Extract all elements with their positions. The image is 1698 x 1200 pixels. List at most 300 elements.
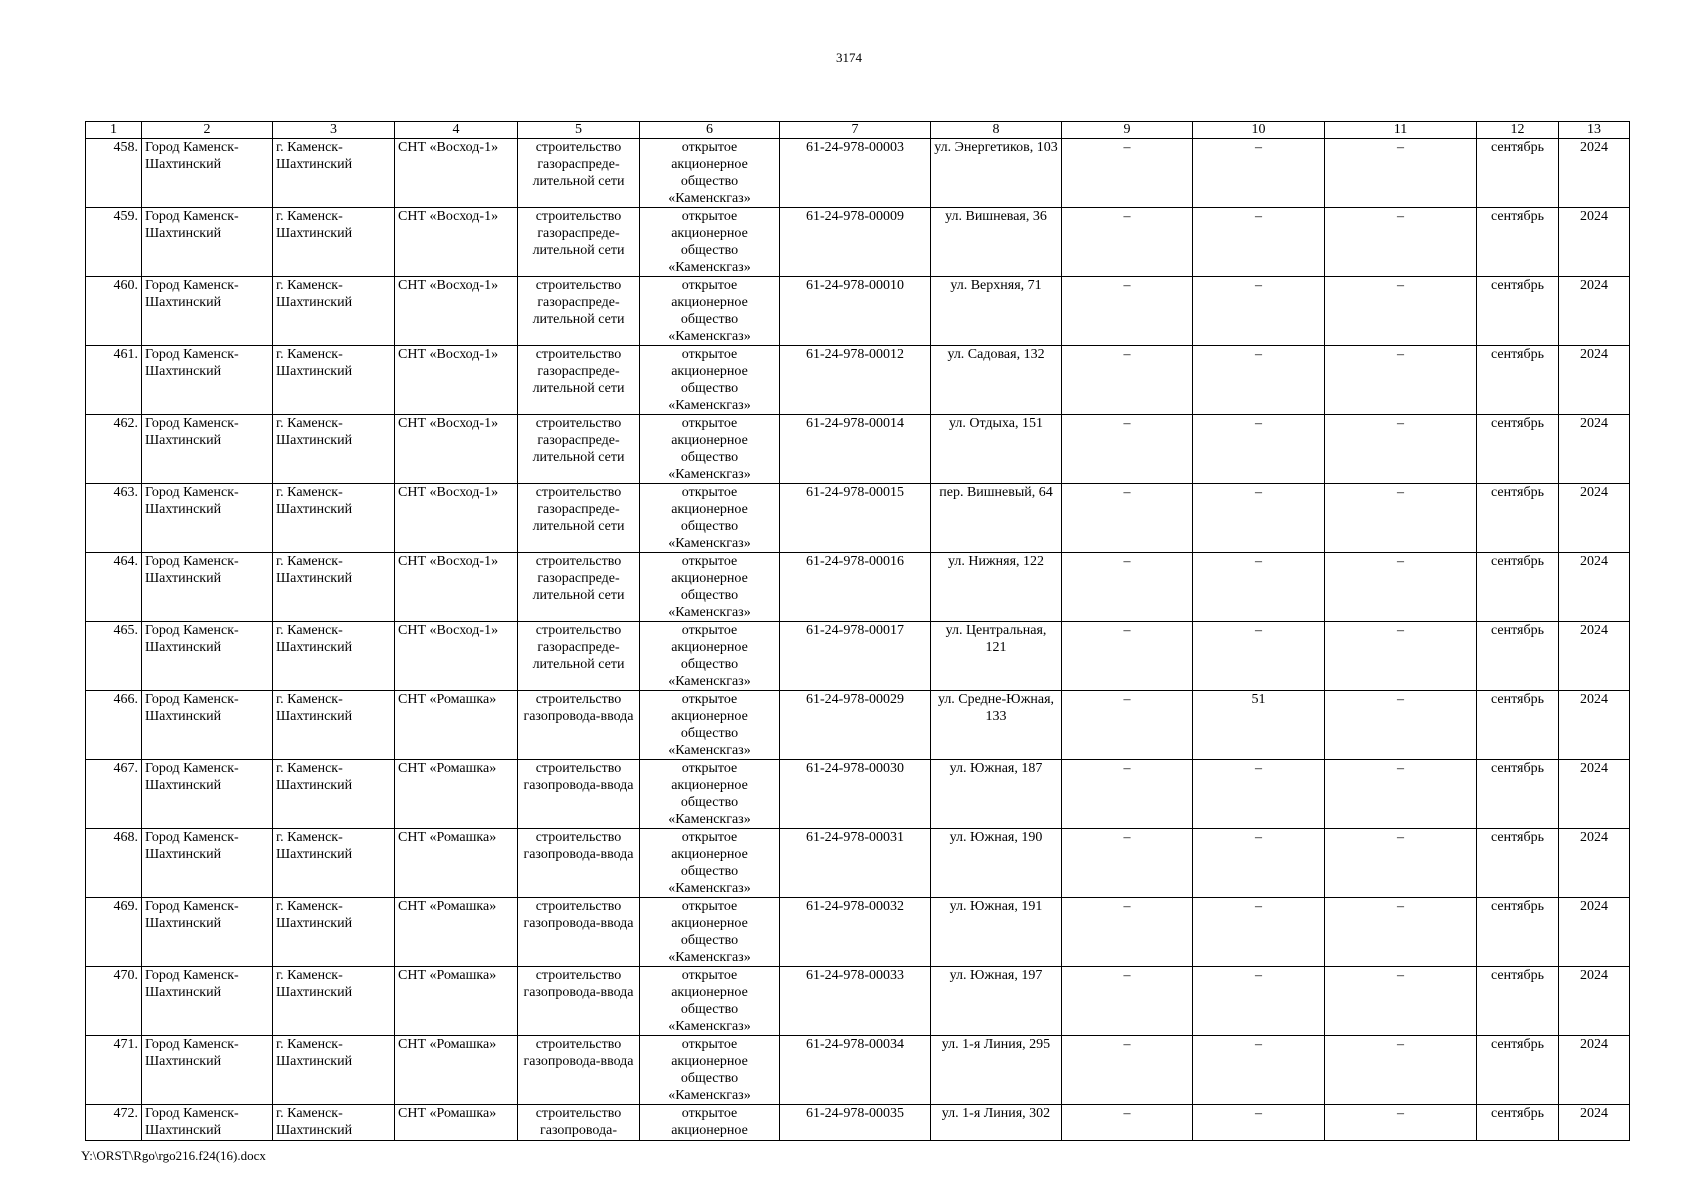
organization-text: открытое акционерное общество «Каменскгаз»: [668, 278, 751, 344]
snt-name-text: СНТ «Восход-1»: [398, 416, 499, 431]
settlement-text: г. Каменск-Шахтинский: [276, 1037, 353, 1069]
month-text: сентябрь: [1491, 968, 1544, 983]
month-text: сентябрь: [1491, 830, 1544, 845]
column-number-row: [86, 122, 1630, 139]
address-text: ул. Южная, 187: [949, 761, 1043, 776]
settlement-text: г. Каменск-Шахтинский: [276, 830, 353, 862]
cell-row-number: [86, 829, 142, 898]
cell-municipality: [142, 691, 273, 760]
cell-organization: [640, 346, 780, 415]
settlement-text: г. Каменск-Шахтинский: [276, 692, 353, 724]
table-row: [86, 415, 1630, 484]
cell-address: [931, 1036, 1062, 1105]
col-10-value-text: –: [1255, 416, 1262, 431]
municipality-text: Город Каменск-Шахтинский: [145, 1037, 239, 1069]
cell-row-number: [86, 484, 142, 553]
cell-row-number: [86, 898, 142, 967]
year-text: 2024: [1580, 1106, 1608, 1121]
address-text: ул. Отдыха, 151: [949, 416, 1043, 431]
work-type-text: строительство газораспреде-лительной сети: [532, 209, 625, 258]
year-text: 2024: [1580, 485, 1608, 500]
cell-object-code: [780, 208, 931, 277]
cell-col-10-value: [1193, 484, 1325, 553]
snt-name-text: СНТ «Ромашка»: [398, 761, 497, 776]
cell-address: [931, 553, 1062, 622]
organization-text: открытое акционерное общество «Каменскгаз»: [668, 209, 751, 275]
cell-snt-name: [395, 760, 518, 829]
cell-settlement: [273, 691, 395, 760]
cell-organization: [640, 208, 780, 277]
cell-month: [1477, 691, 1559, 760]
year-text: 2024: [1580, 761, 1608, 776]
row-number-text: 465.: [113, 623, 138, 638]
municipality-text: Город Каменск-Шахтинский: [145, 485, 239, 517]
cell-month: [1477, 415, 1559, 484]
cell-year: [1559, 553, 1630, 622]
cell-year: [1559, 622, 1630, 691]
year-text: 2024: [1580, 209, 1608, 224]
cell-col-9-value: [1062, 346, 1193, 415]
cell-work-type: [518, 415, 640, 484]
col-9-value-text: –: [1123, 761, 1131, 776]
cell-snt-name: [395, 277, 518, 346]
col-9-value-text: –: [1123, 554, 1131, 569]
snt-name-text: СНТ «Восход-1»: [398, 554, 499, 569]
cell-address: [931, 208, 1062, 277]
column-header: 1: [86, 122, 142, 139]
object-code-text: 61-24-978-00009: [806, 209, 904, 224]
municipality-text: Город Каменск-Шахтинский: [145, 1106, 239, 1138]
cell-organization: [640, 1105, 780, 1141]
column-header: 7: [780, 122, 931, 139]
cell-col-9-value: [1062, 1036, 1193, 1105]
organization-text: открытое акционерное общество «Каменскгаз»: [668, 899, 751, 965]
cell-col-11-value: [1325, 760, 1477, 829]
cell-snt-name: [395, 484, 518, 553]
col-9-value-text: –: [1123, 485, 1131, 500]
col-10-value-text: –: [1255, 968, 1262, 983]
settlement-text: г. Каменск-Шахтинский: [276, 140, 353, 172]
col-10-value-text: –: [1255, 485, 1262, 500]
cell-col-10-value: [1193, 415, 1325, 484]
row-number-text: 469.: [113, 899, 138, 914]
address-text: ул. 1-я Линия, 302: [941, 1106, 1051, 1121]
object-code-text: 61-24-978-00031: [806, 830, 904, 845]
row-number-text: 468.: [113, 830, 138, 845]
table-row: [86, 1105, 1630, 1141]
col-10-value-text: –: [1255, 1106, 1262, 1121]
cell-object-code: [780, 1036, 931, 1105]
cell-month: [1477, 622, 1559, 691]
cell-address: [931, 760, 1062, 829]
cell-year: [1559, 277, 1630, 346]
cell-month: [1477, 1036, 1559, 1105]
cell-object-code: [780, 1105, 931, 1141]
registry-table: [85, 121, 1630, 1141]
object-code-text: 61-24-978-00017: [806, 623, 904, 638]
municipality-text: Город Каменск-Шахтинский: [145, 899, 239, 931]
cell-col-11-value: [1325, 277, 1477, 346]
col-11-value-text: –: [1397, 278, 1404, 293]
month-text: сентябрь: [1491, 692, 1544, 707]
cell-col-9-value: [1062, 760, 1193, 829]
cell-snt-name: [395, 622, 518, 691]
month-text: сентябрь: [1491, 554, 1544, 569]
cell-organization: [640, 1036, 780, 1105]
cell-row-number: [86, 208, 142, 277]
cell-municipality: [142, 760, 273, 829]
cell-object-code: [780, 139, 931, 208]
col-11-value-text: –: [1397, 623, 1404, 638]
row-number-text: 459.: [113, 209, 138, 224]
row-number-text: 471.: [113, 1037, 138, 1052]
col-10-value-text: –: [1255, 830, 1262, 845]
cell-municipality: [142, 277, 273, 346]
col-10-value-text: –: [1255, 347, 1262, 362]
cell-col-9-value: [1062, 277, 1193, 346]
cell-col-9-value: [1062, 622, 1193, 691]
organization-text: открытое акционерное общество «Каменскгаз»: [668, 1037, 751, 1103]
col-10-value-text: –: [1255, 278, 1262, 293]
cell-year: [1559, 415, 1630, 484]
address-text: ул. Нижняя, 122: [947, 554, 1045, 569]
row-number-text: 470.: [113, 968, 138, 983]
cell-col-11-value: [1325, 622, 1477, 691]
month-text: сентябрь: [1491, 623, 1544, 638]
column-header: 3: [273, 122, 395, 139]
address-text: пер. Вишневый, 64: [939, 485, 1053, 500]
row-number-text: 461.: [113, 347, 138, 362]
cell-organization: [640, 415, 780, 484]
cell-col-10-value: [1193, 1036, 1325, 1105]
cell-year: [1559, 1105, 1630, 1141]
month-text: сентябрь: [1491, 347, 1544, 362]
object-code-text: 61-24-978-00033: [806, 968, 904, 983]
cell-municipality: [142, 622, 273, 691]
cell-year: [1559, 1036, 1630, 1105]
cell-col-9-value: [1062, 139, 1193, 208]
cell-object-code: [780, 622, 931, 691]
col-11-value-text: –: [1397, 416, 1404, 431]
organization-text: открытое акционерное общество «Каменскгаз»: [668, 761, 751, 827]
cell-organization: [640, 829, 780, 898]
cell-row-number: [86, 277, 142, 346]
column-header: 6: [640, 122, 780, 139]
cell-settlement: [273, 967, 395, 1036]
cell-row-number: [86, 691, 142, 760]
work-type-text: строительство газораспреде-лительной сети: [532, 140, 625, 189]
cell-col-11-value: [1325, 1105, 1477, 1141]
cell-settlement: [273, 484, 395, 553]
organization-text: открытое акционерное общество «Каменскгаз»: [668, 347, 751, 413]
col-9-value-text: –: [1123, 347, 1131, 362]
cell-municipality: [142, 829, 273, 898]
cell-year: [1559, 760, 1630, 829]
snt-name-text: СНТ «Ромашка»: [398, 1106, 497, 1121]
month-text: сентябрь: [1491, 1037, 1544, 1052]
municipality-text: Город Каменск-Шахтинский: [145, 761, 239, 793]
work-type-text: строительство газораспреде-лительной сети: [532, 554, 625, 603]
snt-name-text: СНТ «Ромашка»: [398, 692, 497, 707]
cell-organization: [640, 898, 780, 967]
cell-month: [1477, 967, 1559, 1036]
cell-object-code: [780, 829, 931, 898]
col-11-value-text: –: [1397, 899, 1404, 914]
cell-col-9-value: [1062, 1105, 1193, 1141]
month-text: сентябрь: [1491, 278, 1544, 293]
cell-col-9-value: [1062, 967, 1193, 1036]
municipality-text: Город Каменск-Шахтинский: [145, 140, 239, 172]
cell-work-type: [518, 967, 640, 1036]
month-text: сентябрь: [1491, 899, 1544, 914]
cell-work-type: [518, 346, 640, 415]
cell-col-10-value: [1193, 760, 1325, 829]
col-11-value-text: –: [1397, 968, 1404, 983]
cell-col-10-value: [1193, 139, 1325, 208]
work-type-text: строительство газораспреде-лительной сети: [532, 623, 625, 672]
cell-snt-name: [395, 1105, 518, 1141]
cell-object-code: [780, 415, 931, 484]
cell-row-number: [86, 415, 142, 484]
cell-month: [1477, 346, 1559, 415]
cell-work-type: [518, 139, 640, 208]
settlement-text: г. Каменск-Шахтинский: [276, 485, 353, 517]
year-text: 2024: [1580, 1037, 1608, 1052]
cell-year: [1559, 346, 1630, 415]
object-code-text: 61-24-978-00030: [806, 761, 904, 776]
organization-text: открытое акционерное общество «Каменскгаз»: [668, 692, 751, 758]
cell-row-number: [86, 1105, 142, 1141]
cell-settlement: [273, 415, 395, 484]
month-text: сентябрь: [1491, 761, 1544, 776]
col-9-value-text: –: [1123, 830, 1131, 845]
cell-col-11-value: [1325, 967, 1477, 1036]
year-text: 2024: [1580, 347, 1608, 362]
cell-work-type: [518, 691, 640, 760]
col-10-value-text: –: [1255, 761, 1262, 776]
cell-address: [931, 277, 1062, 346]
cell-municipality: [142, 967, 273, 1036]
object-code-text: 61-24-978-00014: [806, 416, 904, 431]
object-code-text: 61-24-978-00029: [806, 692, 904, 707]
cell-col-11-value: [1325, 1036, 1477, 1105]
month-text: сентябрь: [1491, 1106, 1544, 1121]
cell-address: [931, 829, 1062, 898]
object-code-text: 61-24-978-00034: [806, 1037, 904, 1052]
work-type-text: строительство газопровода-ввода: [523, 1037, 634, 1069]
cell-address: [931, 346, 1062, 415]
col-10-value-text: –: [1255, 899, 1262, 914]
municipality-text: Город Каменск-Шахтинский: [145, 416, 239, 448]
cell-col-10-value: [1193, 829, 1325, 898]
cell-work-type: [518, 829, 640, 898]
column-header: 11: [1325, 122, 1477, 139]
cell-settlement: [273, 139, 395, 208]
cell-month: [1477, 1105, 1559, 1141]
table-row: [86, 346, 1630, 415]
cell-organization: [640, 691, 780, 760]
cell-col-10-value: [1193, 622, 1325, 691]
table-row: [86, 691, 1630, 760]
cell-month: [1477, 898, 1559, 967]
cell-address: [931, 415, 1062, 484]
cell-month: [1477, 553, 1559, 622]
cell-settlement: [273, 553, 395, 622]
table-row: [86, 622, 1630, 691]
table-row: [86, 277, 1630, 346]
municipality-text: Город Каменск-Шахтинский: [145, 347, 239, 379]
object-code-text: 61-24-978-00012: [806, 347, 904, 362]
cell-col-11-value: [1325, 553, 1477, 622]
address-text: ул. Садовая, 132: [947, 347, 1045, 362]
col-10-value-text: –: [1255, 1037, 1262, 1052]
work-type-text: строительство газопровода-ввода: [523, 830, 634, 862]
col-10-value-text: –: [1255, 554, 1262, 569]
cell-work-type: [518, 898, 640, 967]
row-number-text: 458.: [113, 140, 138, 155]
cell-organization: [640, 622, 780, 691]
col-9-value-text: –: [1123, 1106, 1131, 1121]
object-code-text: 61-24-978-00035: [806, 1106, 904, 1121]
cell-row-number: [86, 346, 142, 415]
column-header: 2: [142, 122, 273, 139]
cell-snt-name: [395, 829, 518, 898]
organization-text: открытое акционерное общество «Каменскгаз»: [668, 968, 751, 1034]
cell-municipality: [142, 208, 273, 277]
object-code-text: 61-24-978-00016: [806, 554, 904, 569]
col-11-value-text: –: [1397, 830, 1404, 845]
settlement-text: г. Каменск-Шахтинский: [276, 761, 353, 793]
address-text: ул. Вишневая, 36: [945, 209, 1047, 224]
cell-address: [931, 967, 1062, 1036]
col-9-value-text: –: [1123, 1037, 1131, 1052]
object-code-text: 61-24-978-00015: [806, 485, 904, 500]
cell-col-10-value: [1193, 898, 1325, 967]
settlement-text: г. Каменск-Шахтинский: [276, 968, 353, 1000]
settlement-text: г. Каменск-Шахтинский: [276, 623, 353, 655]
table-row: [86, 898, 1630, 967]
col-11-value-text: –: [1397, 485, 1404, 500]
cell-municipality: [142, 898, 273, 967]
cell-month: [1477, 277, 1559, 346]
column-header: 10: [1193, 122, 1325, 139]
column-header: 5: [518, 122, 640, 139]
municipality-text: Город Каменск-Шахтинский: [145, 278, 239, 310]
work-type-text: строительство газопровода-: [535, 1106, 622, 1138]
col-11-value-text: –: [1397, 554, 1404, 569]
work-type-text: строительство газораспреде-лительной сети: [532, 416, 625, 465]
settlement-text: г. Каменск-Шахтинский: [276, 209, 353, 241]
cell-municipality: [142, 484, 273, 553]
cell-object-code: [780, 484, 931, 553]
col-9-value-text: –: [1123, 692, 1131, 707]
cell-snt-name: [395, 967, 518, 1036]
cell-work-type: [518, 622, 640, 691]
cell-year: [1559, 484, 1630, 553]
cell-settlement: [273, 1105, 395, 1141]
col-9-value-text: –: [1123, 899, 1131, 914]
cell-object-code: [780, 277, 931, 346]
file-path-footer: Y:\ORST\Rgo\rgo216.f24(16).docx: [81, 1148, 266, 1163]
work-type-text: строительство газораспреде-лительной сети: [532, 485, 625, 534]
cell-col-11-value: [1325, 208, 1477, 277]
col-11-value-text: –: [1397, 1037, 1404, 1052]
municipality-text: Город Каменск-Шахтинский: [145, 692, 239, 724]
col-9-value-text: –: [1123, 416, 1131, 431]
address-text: ул. Центральная, 121: [945, 623, 1047, 655]
settlement-text: г. Каменск-Шахтинский: [276, 1106, 353, 1138]
cell-snt-name: [395, 1036, 518, 1105]
page-number: 3174: [836, 50, 862, 65]
col-10-value-text: –: [1255, 140, 1262, 155]
cell-organization: [640, 760, 780, 829]
cell-settlement: [273, 346, 395, 415]
organization-text: открытое акционерное общество «Каменскгаз»: [668, 623, 751, 689]
table-row: [86, 208, 1630, 277]
cell-col-11-value: [1325, 346, 1477, 415]
settlement-text: г. Каменск-Шахтинский: [276, 347, 353, 379]
cell-year: [1559, 691, 1630, 760]
address-text: ул. Средне-Южная, 133: [937, 692, 1055, 724]
column-header: 8: [931, 122, 1062, 139]
cell-address: [931, 484, 1062, 553]
row-number-text: 463.: [113, 485, 138, 500]
column-header: 12: [1477, 122, 1559, 139]
cell-municipality: [142, 553, 273, 622]
year-text: 2024: [1580, 692, 1608, 707]
municipality-text: Город Каменск-Шахтинский: [145, 623, 239, 655]
col-11-value-text: –: [1397, 140, 1404, 155]
cell-object-code: [780, 898, 931, 967]
col-11-value-text: –: [1397, 209, 1404, 224]
cell-col-11-value: [1325, 898, 1477, 967]
cell-organization: [640, 967, 780, 1036]
snt-name-text: СНТ «Восход-1»: [398, 209, 499, 224]
address-text: ул. Южная, 197: [949, 968, 1043, 983]
address-text: ул. Верхняя, 71: [950, 278, 1042, 293]
year-text: 2024: [1580, 830, 1608, 845]
work-type-text: строительство газораспреде-лительной сети: [532, 347, 625, 396]
cell-month: [1477, 829, 1559, 898]
cell-municipality: [142, 139, 273, 208]
cell-col-9-value: [1062, 898, 1193, 967]
organization-text: открытое акционерное общество «Каменскгаз»: [668, 140, 751, 206]
row-number-text: 462.: [113, 416, 138, 431]
cell-address: [931, 898, 1062, 967]
cell-object-code: [780, 346, 931, 415]
cell-snt-name: [395, 691, 518, 760]
month-text: сентябрь: [1491, 140, 1544, 155]
table-row: [86, 760, 1630, 829]
cell-year: [1559, 139, 1630, 208]
cell-settlement: [273, 277, 395, 346]
cell-col-10-value: [1193, 553, 1325, 622]
cell-address: [931, 139, 1062, 208]
cell-address: [931, 622, 1062, 691]
snt-name-text: СНТ «Восход-1»: [398, 140, 499, 155]
settlement-text: г. Каменск-Шахтинский: [276, 554, 353, 586]
cell-organization: [640, 277, 780, 346]
col-11-value-text: –: [1397, 692, 1404, 707]
column-header: 9: [1062, 122, 1193, 139]
municipality-text: Город Каменск-Шахтинский: [145, 209, 239, 241]
cell-month: [1477, 484, 1559, 553]
municipality-text: Город Каменск-Шахтинский: [145, 830, 239, 862]
row-number-text: 466.: [113, 692, 138, 707]
row-number-text: 464.: [113, 554, 138, 569]
cell-row-number: [86, 139, 142, 208]
column-header: 13: [1559, 122, 1630, 139]
